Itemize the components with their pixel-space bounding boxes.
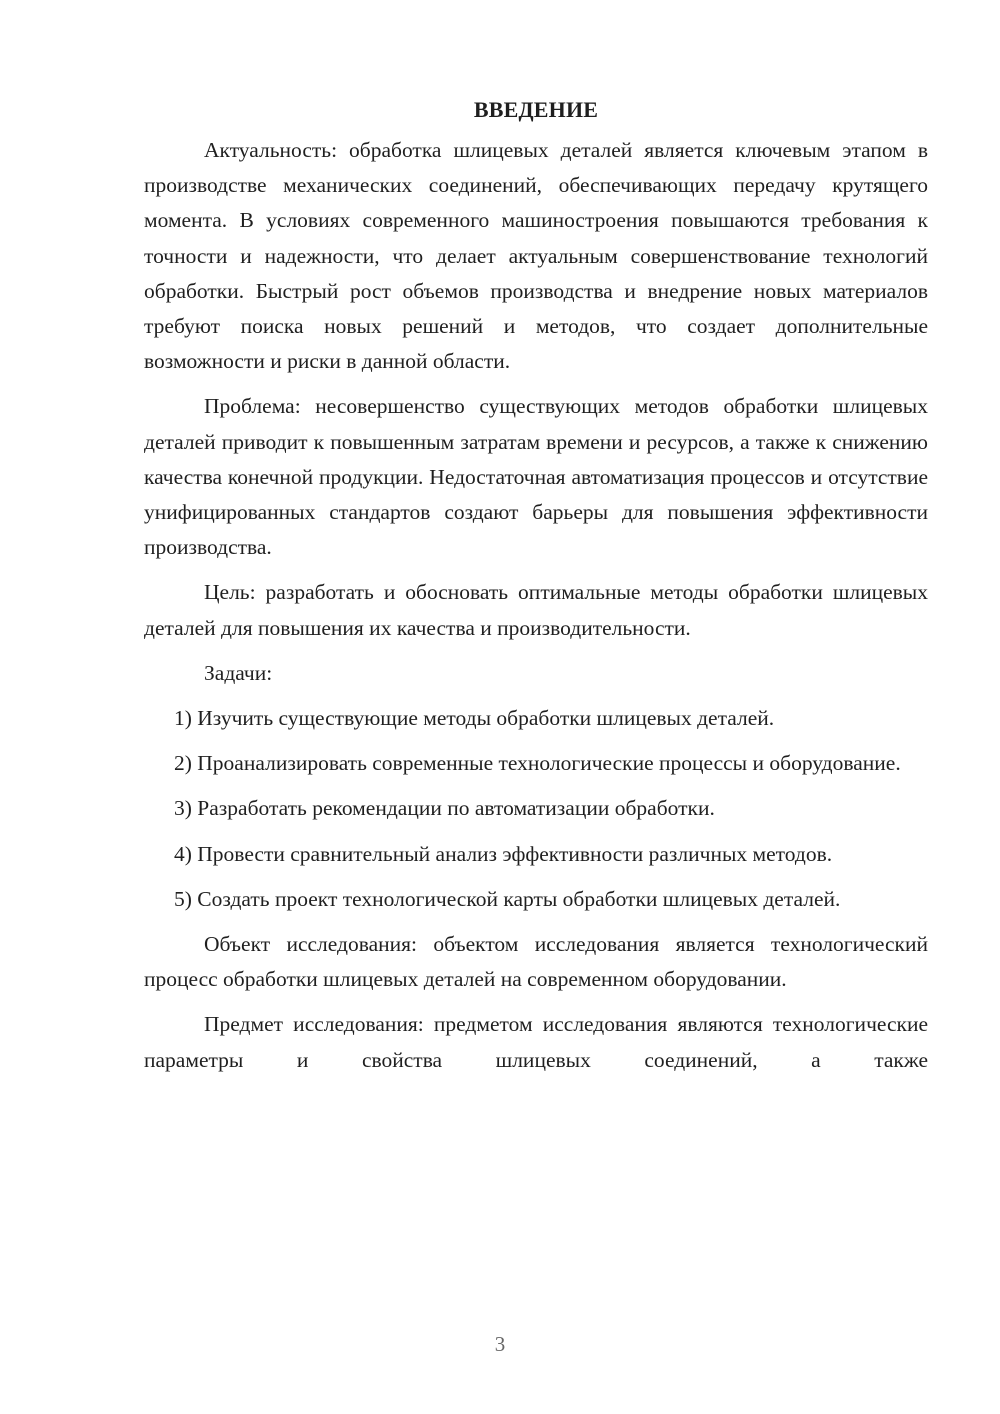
task-item: 2) Проанализировать современные технологические процессы и оборудование.	[174, 751, 901, 776]
page-number: 3	[494, 1332, 506, 1356]
problem-paragraph: Проблема: несовершенство существующих методов обработки шлицевых деталей приводит к повышенным затратам времени и ресурсов, а также к снижению качества конечной продукции. Недостаточная автоматизация процессов и отсутствие унифицированных стандартов создают барьеры для повышения эффективности производства.	[144, 394, 928, 560]
goal-paragraph: Цель: разработать и обосновать оптимальные методы обработки шлицевых деталей для повышения их качества и производительности.	[144, 580, 928, 640]
task-item: 5) Создать проект технологической карты обработки шлицевых деталей.	[174, 886, 841, 911]
subject-paragraph: Предмет исследования: предметом исследования являются технологические параметры и свойства шлицевых соединений, а также	[144, 1012, 928, 1072]
task-item: 1) Изучить существующие методы обработки шлицевых деталей.	[174, 706, 775, 731]
tasks-title: Задачи:	[204, 660, 273, 685]
object-paragraph: Объект исследования: объектом исследования является технологический процесс обработки шлицевых деталей на современном оборудовании.	[144, 932, 928, 992]
section-heading: ВВЕДЕНИЕ	[473, 97, 599, 122]
page-content	[144, 92, 928, 1088]
relevance-paragraph: Актуальность: обработка шлицевых деталей является ключевым этапом в производстве механических соединений, обеспечивающих передачу крутящего момента. В условиях современного машиностроения повышаются требования к точности и надежности, что делает актуальным совершенствование технологий обработки. Быстрый рост объемов производства и внедрение новых материалов требуют поиска новых решений и методов, что создает дополнительные возможности и риски в данной области.	[144, 138, 928, 374]
task-item: 4) Провести сравнительный анализ эффективности различных методов.	[174, 841, 833, 866]
task-item: 3) Разработать рекомендации по автоматизации обработки.	[174, 796, 715, 821]
